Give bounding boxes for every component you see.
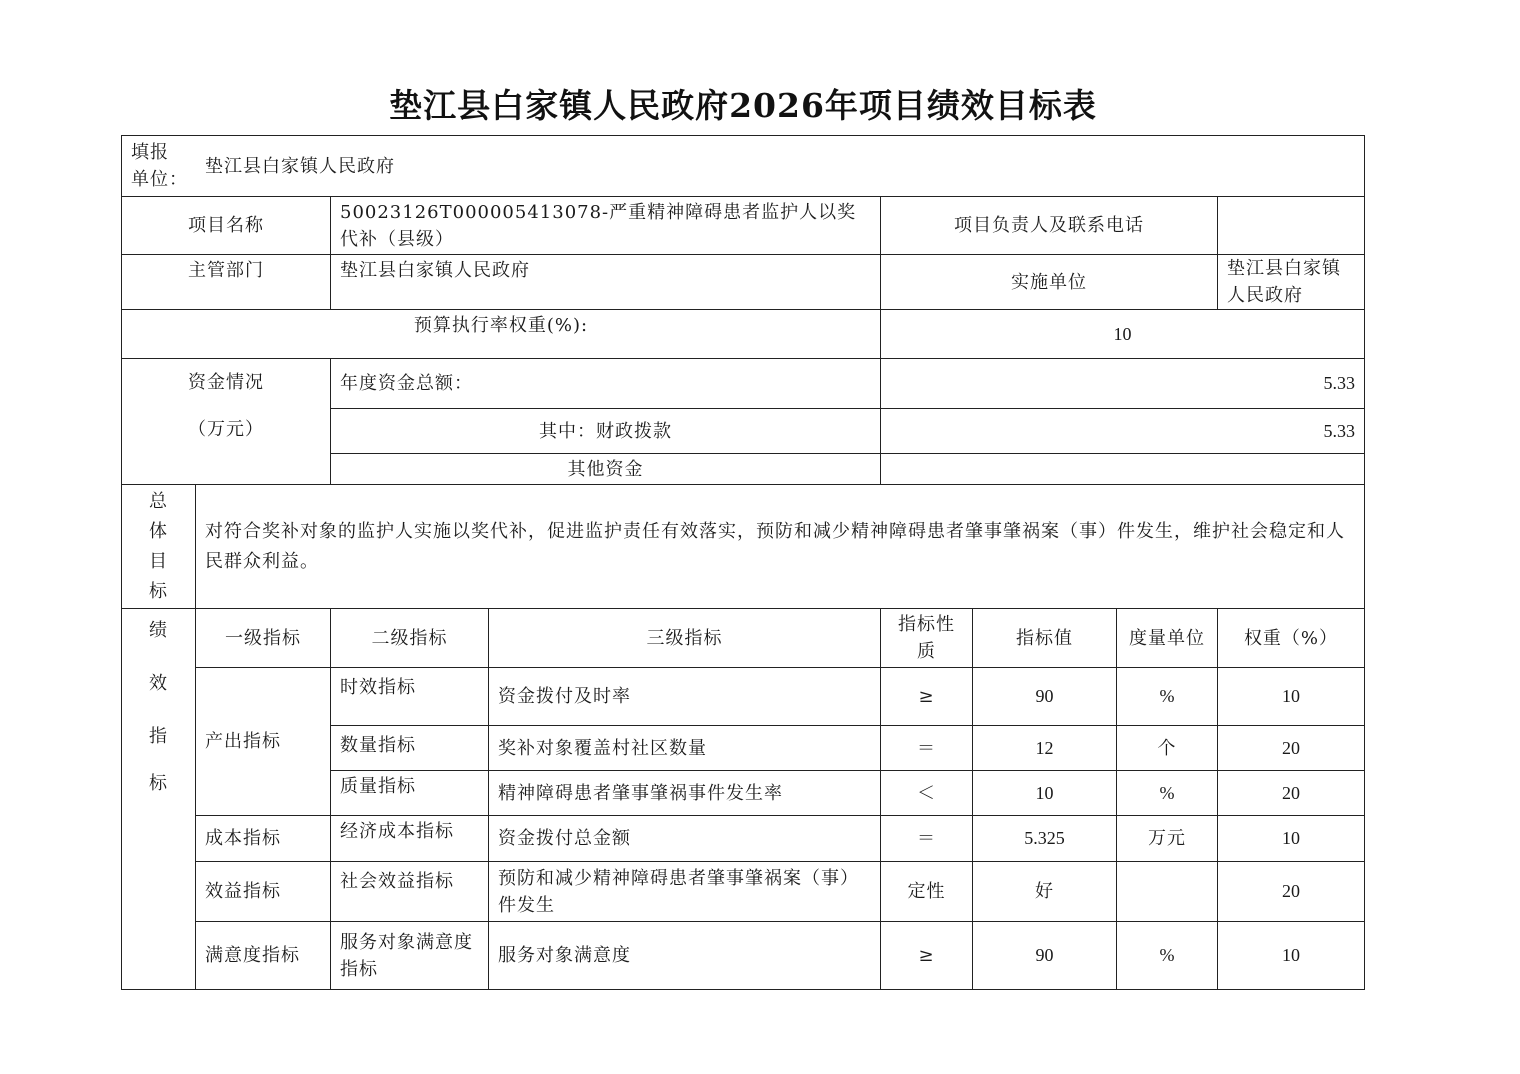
- level3-cell: 预防和减少精神障碍患者肇事肇祸案（事）件发生: [489, 862, 881, 922]
- overall-goal-label: [122, 485, 196, 609]
- header-level1: 一级指标: [196, 609, 331, 668]
- group-benefit: 效益指标: [196, 862, 331, 922]
- nature-cell: ≥: [881, 668, 973, 726]
- unit-cell: %: [1117, 668, 1218, 726]
- unit-cell: 万元: [1117, 816, 1218, 862]
- funds-label: [122, 359, 331, 485]
- overall-goal-text: 对符合奖补对象的监护人实施以奖代补，促进监护责任有效落实，预防和减少精神障碍患者肇事肇祸案（事）件发生，维护社会稳定和人民群众利益。: [196, 485, 1365, 609]
- goal-label-char: 目: [149, 551, 168, 572]
- indicator-label-char: 标: [149, 773, 168, 794]
- department-label: 主管部门: [122, 255, 331, 310]
- unit-cell: %: [1117, 922, 1218, 990]
- annual-total-value: 5.33: [881, 359, 1365, 409]
- goal-label-char: 总: [149, 491, 168, 512]
- level2-cell: 数量指标: [331, 726, 489, 771]
- other-funds-label: 其他资金: [331, 454, 881, 485]
- header-unit: 度量单位: [1117, 609, 1218, 668]
- project-contact-value: [1218, 197, 1365, 255]
- nature-cell: ≥: [881, 922, 973, 990]
- level3-cell: 服务对象满意度: [489, 922, 881, 990]
- implementing-unit-value: 垫江县白家镇人民政府: [1218, 255, 1365, 310]
- header-level2: 二级指标: [331, 609, 489, 668]
- header-weight: 权重（%）: [1218, 609, 1365, 668]
- group-satisfaction: 满意度指标: [196, 922, 331, 990]
- weight-cell: 20: [1218, 862, 1365, 922]
- weight-cell: 10: [1218, 922, 1365, 990]
- value-cell: 90: [973, 668, 1117, 726]
- level3-cell: 奖补对象覆盖村社区数量: [489, 726, 881, 771]
- header-value: 指标值: [973, 609, 1117, 668]
- value-cell: 90: [973, 922, 1117, 990]
- filing-unit-row: [122, 136, 1365, 197]
- indicator-label-char: 指: [149, 726, 168, 747]
- budget-weight-label: 预算执行率权重(%):: [122, 310, 881, 359]
- budget-weight-value: 10: [881, 310, 1365, 359]
- nature-cell: ＝: [881, 726, 973, 771]
- level3-cell: 资金拨付总金额: [489, 816, 881, 862]
- header-level3: 三级指标: [489, 609, 881, 668]
- unit-cell: %: [1117, 771, 1218, 816]
- filing-unit-value: 垫江县白家镇人民政府: [205, 155, 395, 177]
- performance-target-table: [121, 135, 1365, 990]
- group-output: 产出指标: [196, 668, 331, 816]
- group-cost: 成本指标: [196, 816, 331, 862]
- implementing-unit-label: 实施单位: [881, 255, 1218, 310]
- level2-cell: 服务对象满意度指标: [331, 922, 489, 990]
- weight-cell: 20: [1218, 726, 1365, 771]
- level2-cell: 质量指标: [331, 771, 489, 816]
- project-contact-label: 项目负责人及联系电话: [881, 197, 1218, 255]
- nature-cell: 定性: [881, 862, 973, 922]
- unit-cell: 个: [1117, 726, 1218, 771]
- nature-cell: ＜: [881, 771, 973, 816]
- annual-total-label: 年度资金总额：: [331, 359, 881, 409]
- table-row: [122, 816, 1365, 862]
- nature-cell: ＝: [881, 816, 973, 862]
- weight-cell: 20: [1218, 771, 1365, 816]
- header-nature: 指标性质: [881, 609, 973, 668]
- unit-cell: [1117, 862, 1218, 922]
- table-row: [122, 668, 1365, 726]
- indicator-label-char: 绩: [149, 620, 168, 641]
- goal-label-char: 体: [149, 521, 168, 542]
- project-name-label: 项目名称: [122, 197, 331, 255]
- page-title: 垫江县白家镇人民政府2026年项目绩效目标表: [389, 86, 1097, 125]
- indicator-label-char: 效: [149, 673, 168, 694]
- level2-cell: 经济成本指标: [331, 816, 489, 862]
- project-name-value: 50023126T000005413078-严重精神障碍患者监护人以奖代补（县级）: [331, 197, 881, 255]
- goal-label-char: 标: [149, 581, 168, 602]
- level2-cell: 社会效益指标: [331, 862, 489, 922]
- weight-cell: 10: [1218, 668, 1365, 726]
- value-cell: 10: [973, 771, 1117, 816]
- funds-label-title: 资金情况: [188, 372, 264, 393]
- value-cell: 12: [973, 726, 1117, 771]
- other-funds-value: [881, 454, 1365, 485]
- filing-unit-label: 填报 单位：: [131, 142, 188, 190]
- funds-label-unit: （万元）: [188, 419, 264, 440]
- weight-cell: 10: [1218, 816, 1365, 862]
- table-row: [122, 862, 1365, 922]
- table-row: [122, 922, 1365, 990]
- level3-cell: 精神障碍患者肇事肇祸事件发生率: [489, 771, 881, 816]
- level2-cell: 时效指标: [331, 668, 489, 726]
- value-cell: 5.325: [973, 816, 1117, 862]
- value-cell: 好: [973, 862, 1117, 922]
- level3-cell: 资金拨付及时率: [489, 668, 881, 726]
- fiscal-allocation-label: 其中：财政拨款: [331, 409, 881, 454]
- fiscal-allocation-value: 5.33: [881, 409, 1365, 454]
- performance-indicator-label: [122, 609, 196, 990]
- department-value: 垫江县白家镇人民政府: [331, 255, 881, 310]
